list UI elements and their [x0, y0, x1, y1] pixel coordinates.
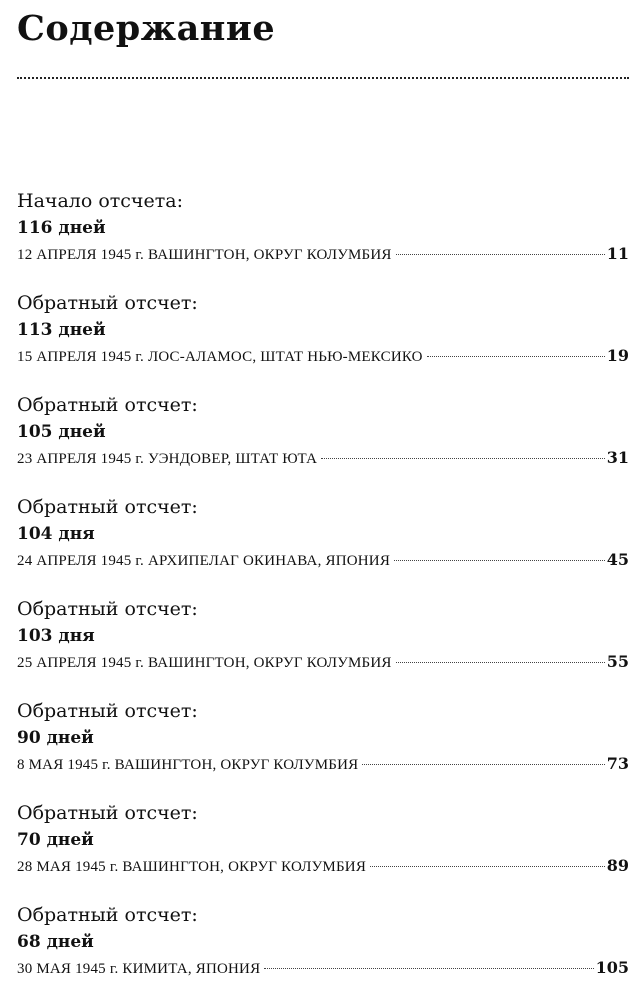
entry-kicker: Обратный отсчет:: [17, 802, 198, 824]
entry-kicker: Обратный отсчет:: [17, 700, 198, 722]
entry-line: [17, 343, 629, 369]
dot-leader: [370, 866, 605, 867]
entry-page-number: 73: [606, 754, 629, 773]
entry-kicker: Обратный отсчет:: [17, 496, 198, 518]
dot-leader: [427, 356, 605, 357]
entry-subtitle: 30 МАЯ 1945 г. КИМИТА, ЯПОНИЯ: [17, 961, 261, 977]
entry-title: 103 дня: [17, 626, 95, 646]
entry-kicker: Начало отсчета:: [17, 190, 183, 212]
toc-entry[interactable]: [17, 289, 629, 391]
entry-title: 68 дней: [17, 932, 94, 952]
toc-entry[interactable]: [17, 187, 629, 289]
dot-leader: [264, 968, 593, 969]
toc-entry[interactable]: [17, 493, 629, 595]
entry-kicker: Обратный отсчет:: [17, 394, 198, 416]
entry-page-number: 19: [606, 346, 629, 365]
dot-leader: [396, 662, 605, 663]
dot-leader: [321, 458, 605, 459]
entry-subtitle: 23 АПРЕЛЯ 1945 г. УЭНДОВЕР, ШТАТ ЮТА: [17, 451, 318, 467]
entry-title: 105 дней: [17, 422, 106, 442]
entry-title: 104 дня: [17, 524, 95, 544]
title-divider: [17, 77, 629, 79]
entry-subtitle: 15 АПРЕЛЯ 1945 г. ЛОС-АЛАМОС, ШТАТ НЬЮ-МЕКСИКО: [17, 349, 423, 365]
entry-subtitle: 12 АПРЕЛЯ 1945 г. ВАШИНГТОН, ОКРУГ КОЛУМБИЯ: [17, 247, 392, 263]
dot-leader: [396, 254, 605, 255]
entry-subtitle: 28 МАЯ 1945 г. ВАШИНГТОН, ОКРУГ КОЛУМБИЯ: [17, 859, 367, 875]
toc-entry[interactable]: [17, 799, 629, 901]
entry-title: 90 дней: [17, 728, 94, 748]
entry-kicker: Обратный отсчет:: [17, 598, 198, 620]
toc-entry[interactable]: [17, 697, 629, 799]
entry-kicker: Обратный отсчет:: [17, 292, 198, 314]
entry-line: [17, 241, 629, 267]
entry-line: [17, 649, 629, 675]
entry-line: [17, 955, 629, 981]
entry-line: [17, 445, 629, 471]
dot-leader: [362, 764, 604, 765]
toc-entry[interactable]: [17, 391, 629, 493]
entry-title: 116 дней: [17, 218, 106, 238]
entry-line: [17, 853, 629, 879]
toc-entry[interactable]: [17, 595, 629, 697]
toc-list: [17, 187, 629, 1003]
entry-kicker: Обратный отсчет:: [17, 904, 198, 926]
entry-page-number: 11: [606, 244, 629, 263]
entry-subtitle: 8 МАЯ 1945 г. ВАШИНГТОН, ОКРУГ КОЛУМБИЯ: [17, 757, 359, 773]
entry-title: 70 дней: [17, 830, 94, 850]
entry-page-number: 31: [606, 448, 629, 467]
entry-page-number: 89: [606, 856, 629, 875]
entry-page-number: 105: [595, 958, 629, 977]
dot-leader: [394, 560, 605, 561]
page-title: Содержание: [17, 8, 276, 49]
entry-subtitle: 24 АПРЕЛЯ 1945 г. АРХИПЕЛАГ ОКИНАВА, ЯПОНИЯ: [17, 553, 391, 569]
entry-line: [17, 751, 629, 777]
entry-title: 113 дней: [17, 320, 106, 340]
entry-line: [17, 547, 629, 573]
entry-subtitle: 25 АПРЕЛЯ 1945 г. ВАШИНГТОН, ОКРУГ КОЛУМБИЯ: [17, 655, 392, 671]
entry-page-number: 55: [606, 652, 629, 671]
entry-page-number: 45: [606, 550, 629, 569]
